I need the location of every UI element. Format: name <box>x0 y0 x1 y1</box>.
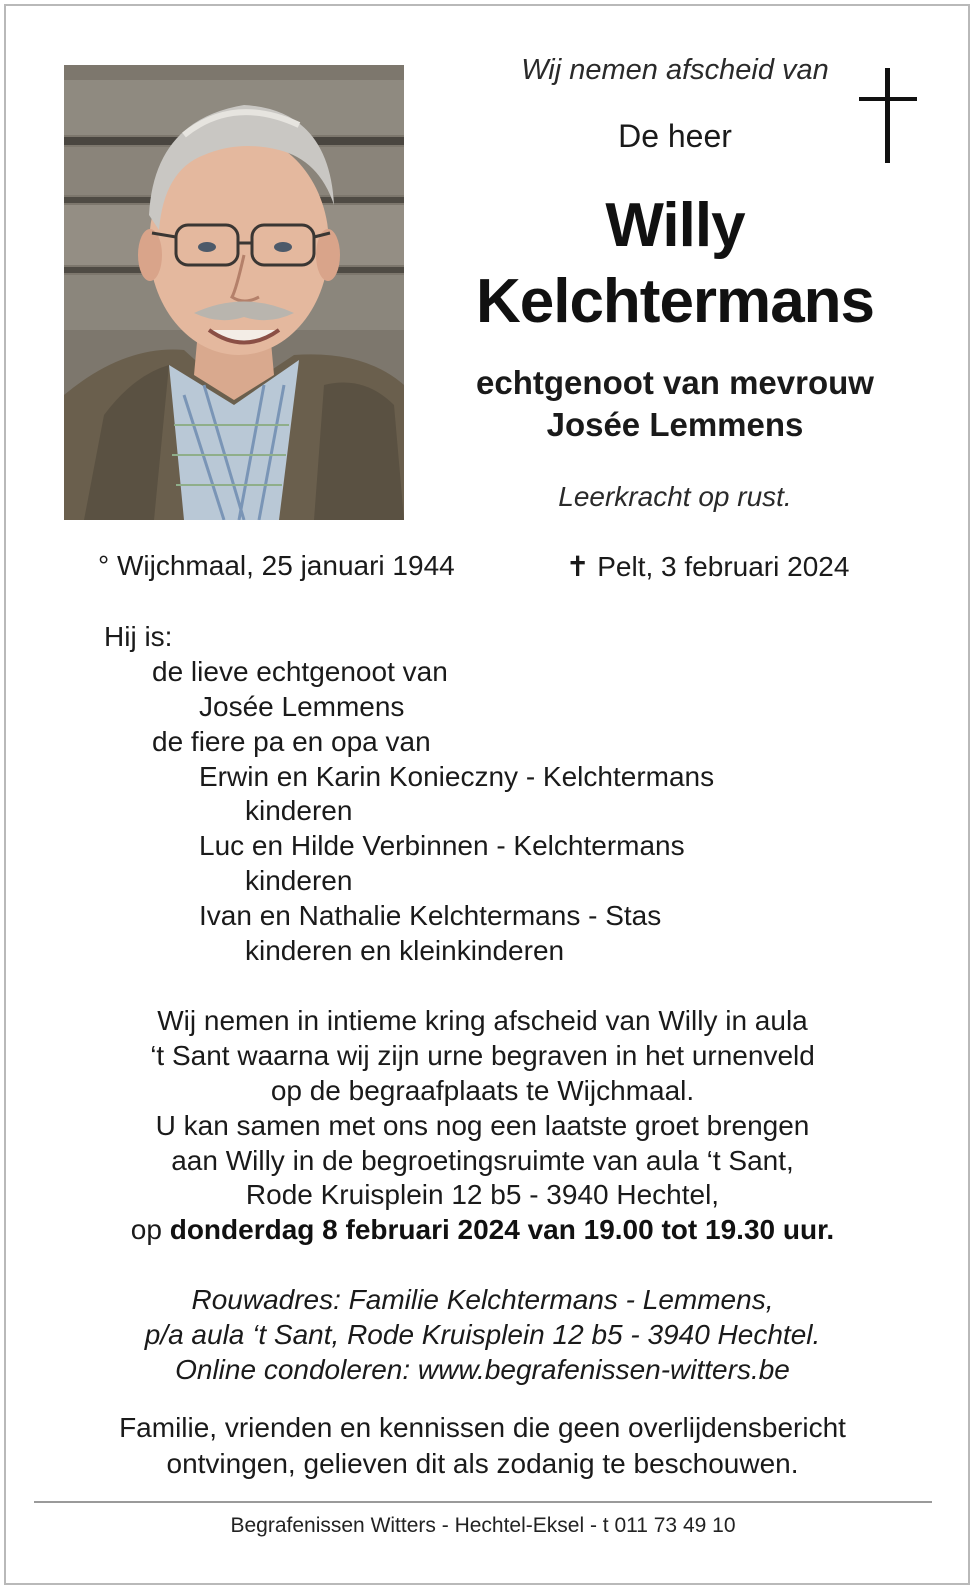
family-line: de fiere pa en opa van <box>152 725 431 757</box>
family-line: Luc en Hilde Verbinnen - Kelchtermans <box>199 830 685 862</box>
family-line: de lieve echtgenoot van <box>152 655 448 687</box>
family-line: Hij is: <box>104 621 173 652</box>
footer-divider <box>34 1501 932 1503</box>
family-list <box>104 620 714 969</box>
farewell-line: op de begraafplaats te Wijchmaal. <box>270 1074 695 1106</box>
last-name: Kelchtermans <box>475 267 875 336</box>
family-line: Ivan en Nathalie Kelchtermans - Stas <box>199 900 662 932</box>
first-name: Willy <box>605 191 745 260</box>
occupation: Leerkracht op rust. <box>558 481 792 512</box>
portrait-illustration <box>64 65 404 520</box>
farewell-text <box>40 1004 925 1248</box>
funeral-home-footer: Begrafenissen Witters - Hechtel-Eksel - t 011 73 49 10 <box>230 1514 736 1537</box>
address-line: p/a aula ‘t Sant, Rode Kruisplein 12 b5 - 3940 Hechtel. <box>144 1318 821 1350</box>
visitation-line <box>40 1213 925 1248</box>
spouse-line-1: echtgenoot van mevrouw <box>476 364 874 401</box>
birth-date: ° Wijchmaal, 25 januari 1944 <box>98 550 455 581</box>
honorific: De heer <box>618 118 732 154</box>
family-line: kinderen <box>245 865 353 897</box>
visitation-prefix: op <box>130 1214 170 1246</box>
address-line: Rouwadres: Familie Kelchtermans - Lemmens, <box>191 1284 774 1315</box>
visitation-datetime: donderdag 8 februari 2024 van 19.00 tot 19.30 uur. <box>169 1214 835 1246</box>
family-line: kinderen en kleinkinderen <box>245 935 565 967</box>
spouse-line-2: Josée Lemmens <box>546 406 804 443</box>
family-line: Erwin en Karin Konieczny - Kelchtermans <box>199 760 715 792</box>
farewell-line: Rode Kruisplein 12 b5 - 3940 Hechtel, <box>245 1179 720 1211</box>
farewell-line: U kan samen met ons nog een laatste groet brengen <box>155 1109 810 1141</box>
mourning-address <box>40 1283 925 1388</box>
condolence-link[interactable]: Online condoleren: www.begrafenissen-witters.be <box>175 1353 790 1385</box>
notice-line: Familie, vrienden en kennissen die geen overlijdensbericht <box>119 1412 846 1443</box>
family-line: Josée Lemmens <box>199 690 405 722</box>
farewell-line: Wij nemen in intieme kring afscheid van Willy in aula <box>157 1005 808 1036</box>
family-line: kinderen <box>245 795 353 827</box>
farewell-line: ‘t Sant waarna wij zijn urne begraven in het urnenveld <box>150 1039 815 1071</box>
notice-text <box>40 1410 925 1482</box>
farewell-line: aan Willy in de begroetingsruimte van aula ‘t Sant, <box>171 1144 794 1176</box>
notice-line: ontvingen, gelieven dit als zodanig te beschouwen. <box>166 1448 799 1479</box>
portrait-photo <box>64 65 404 520</box>
intro-text: Wij nemen afscheid van <box>521 54 829 86</box>
death-date: ✝ Pelt, 3 februari 2024 <box>566 551 850 582</box>
